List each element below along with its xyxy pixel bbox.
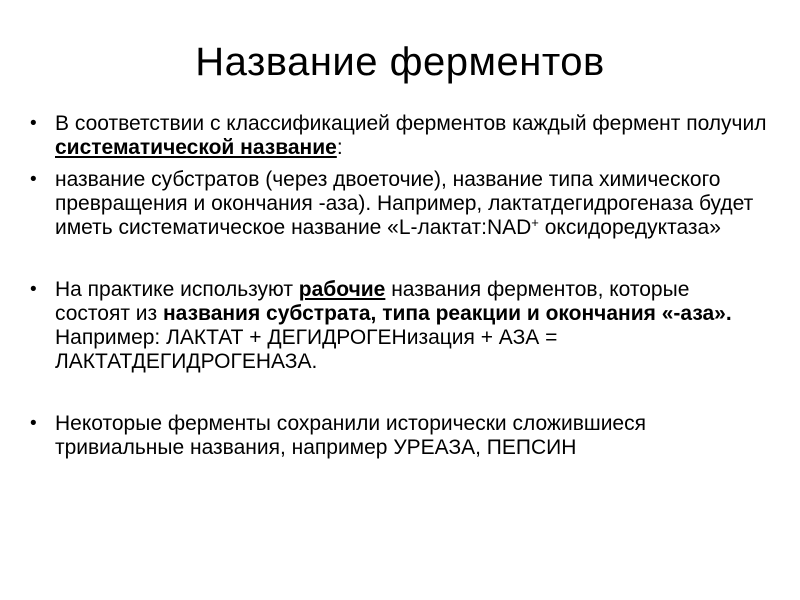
underlined-term: рабочие (298, 278, 386, 301)
underlined-term: систематической название (55, 136, 337, 159)
bullet-text: В соответствии с классификацией ферментов каждый фермент получил (55, 112, 767, 135)
bullet-dot: • (30, 413, 37, 434)
bullet-dot: • (30, 279, 37, 300)
bullet-trivial-names (30, 412, 770, 460)
slide-title: Название ферментов (195, 40, 605, 84)
bullet-list (30, 112, 770, 460)
bullet-text: оксидоредуктаза» (538, 216, 721, 239)
bullet-dot: • (30, 113, 37, 134)
bullet-systematic-name (30, 112, 770, 160)
bullet-text: названия ферментов, которые состоят из (55, 278, 690, 325)
bullet-text: На практике используют (55, 278, 299, 301)
bullet-text: название субстратов (через двоеточие), название типа химического превращения и окончания -аза). Например, лактатдегидрогеназа будет иметь систематическое название «L-лактат:NAD (55, 168, 754, 239)
bullet-dot: • (30, 169, 37, 190)
bold-phrase: названия субстрата, типа реакции и окончания «-аза». (163, 302, 732, 325)
bullet-working-names (30, 278, 770, 374)
bullet-text: Некоторые ферменты сохранили исторически сложившиеся тривиальные названия, например УРЕАЗА, ПЕПСИН (55, 412, 646, 459)
bullet-text: : (336, 136, 343, 159)
superscript: + (531, 215, 539, 230)
bullet-text: Например: ЛАКТАТ + ДЕГИДРОГЕНизация + АЗА = ЛАКТАТДЕГИДРОГЕНАЗА. (55, 326, 558, 373)
bullet-naming-rule (30, 168, 770, 240)
